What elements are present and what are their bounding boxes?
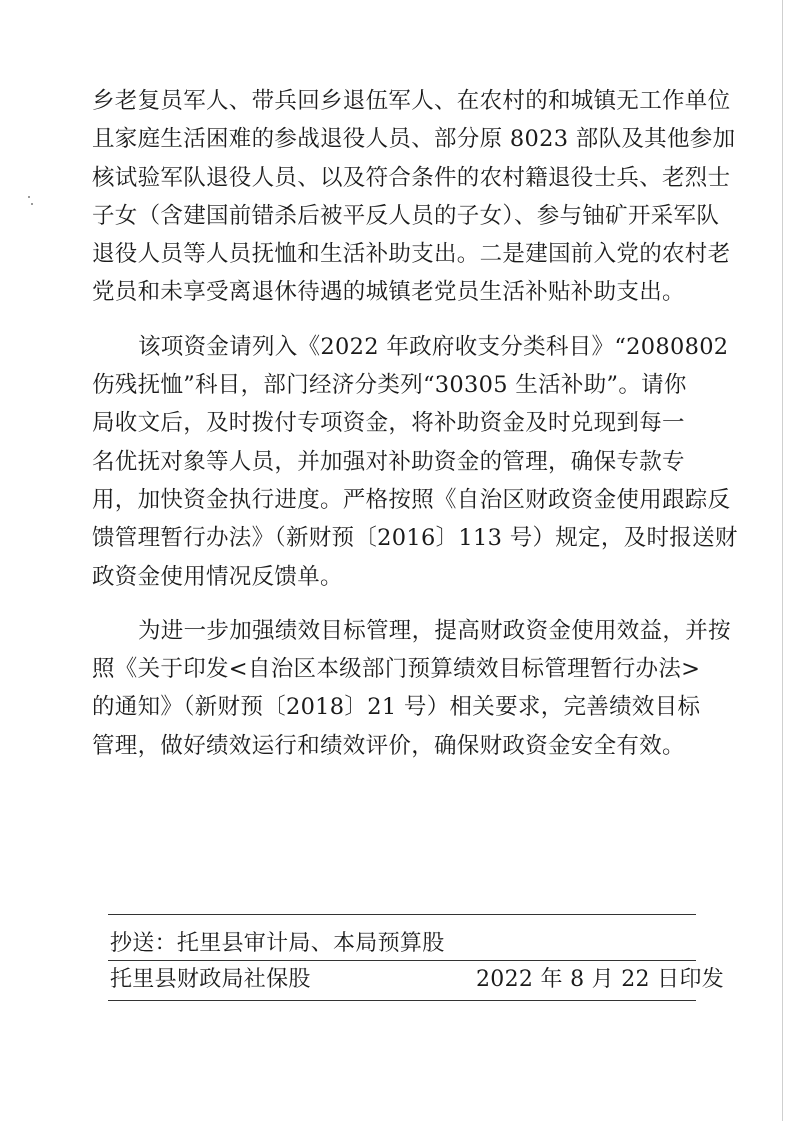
- paragraph-3-line-3: 的通知》（新财预〔2018〕21 号）相关要求，完善绩效目标: [92, 694, 701, 721]
- paragraph-2-line-4: 名优抚对象等人员，并加强对补助资金的管理，确保专款专: [92, 448, 685, 475]
- cc-line: [110, 929, 445, 959]
- paragraph-1-line-2: 且家庭生活困难的参战退役人员、部分原 8023 部队及其他参加: [92, 126, 736, 153]
- paragraph-2-line-2: 伤残抚恤”科目，部门经济分类列“30305 生活补助”。请你: [92, 372, 687, 399]
- paragraph-1-line-4: 子女（含建国前错杀后被平反人员的子女）、参与铀矿开采军队: [92, 202, 720, 229]
- paragraph-3-line-1: 为进一步加强绩效目标管理，提高财政资金使用效益，并按: [138, 617, 731, 644]
- paragraph-1-line-6: 党员和未享受离退休待遇的城镇老党员生活补贴补助支出。: [92, 279, 685, 306]
- paragraph-1-line-3: 核试验军队退役人员、以及符合条件的农村籍退役士兵、老烈士: [92, 164, 731, 191]
- issuer-name: 托里县财政局社保股: [110, 967, 311, 992]
- footer-middle-rule: [108, 960, 696, 961]
- document-body: [92, 82, 738, 765]
- scan-speck: [31, 203, 33, 205]
- paragraph-2-line-3: 局收文后，及时拨付专项资金，将补助资金及时兑现到每一: [92, 410, 685, 437]
- footer-top-rule: [108, 914, 696, 915]
- paragraph-2-line-6: 馈管理暂行办法》（新财预〔2016〕113 号）规定，及时报送财: [92, 525, 738, 552]
- paragraph-2-line-1: 该项资金请列入《2022 年政府收支分类科目》“2080802: [138, 333, 729, 360]
- paragraph-3-line-2: 照《关于印发<自治区本级部门预算绩效目标管理暂行办法>: [92, 656, 701, 683]
- cc-label: 抄送：: [110, 931, 177, 956]
- footer-bottom-rule: [108, 1000, 696, 1001]
- paragraph-3-line-4: 管理，做好绩效运行和绩效评价，确保财政资金安全有效。: [92, 732, 685, 759]
- cc-recipients: 托里县审计局、本局预算股: [176, 931, 445, 956]
- paragraph-2-line-7: 政资金使用情况反馈单。: [92, 563, 343, 590]
- scan-edge-line: [782, 0, 783, 1121]
- issue-date: 2022 年 8 月 22 日印发: [476, 967, 725, 992]
- paragraph-2-line-5: 用，加快资金执行进度。严格按照《自治区财政资金使用跟踪反: [92, 486, 731, 513]
- scan-speck: [28, 196, 30, 198]
- paragraph-1-line-5: 退役人员等人员抚恤和生活补助支出。二是建国前入党的农村老: [92, 241, 731, 268]
- paragraph-1-line-1: 乡老复员军人、带兵回乡退伍军人、在农村的和城镇无工作单位: [92, 88, 731, 114]
